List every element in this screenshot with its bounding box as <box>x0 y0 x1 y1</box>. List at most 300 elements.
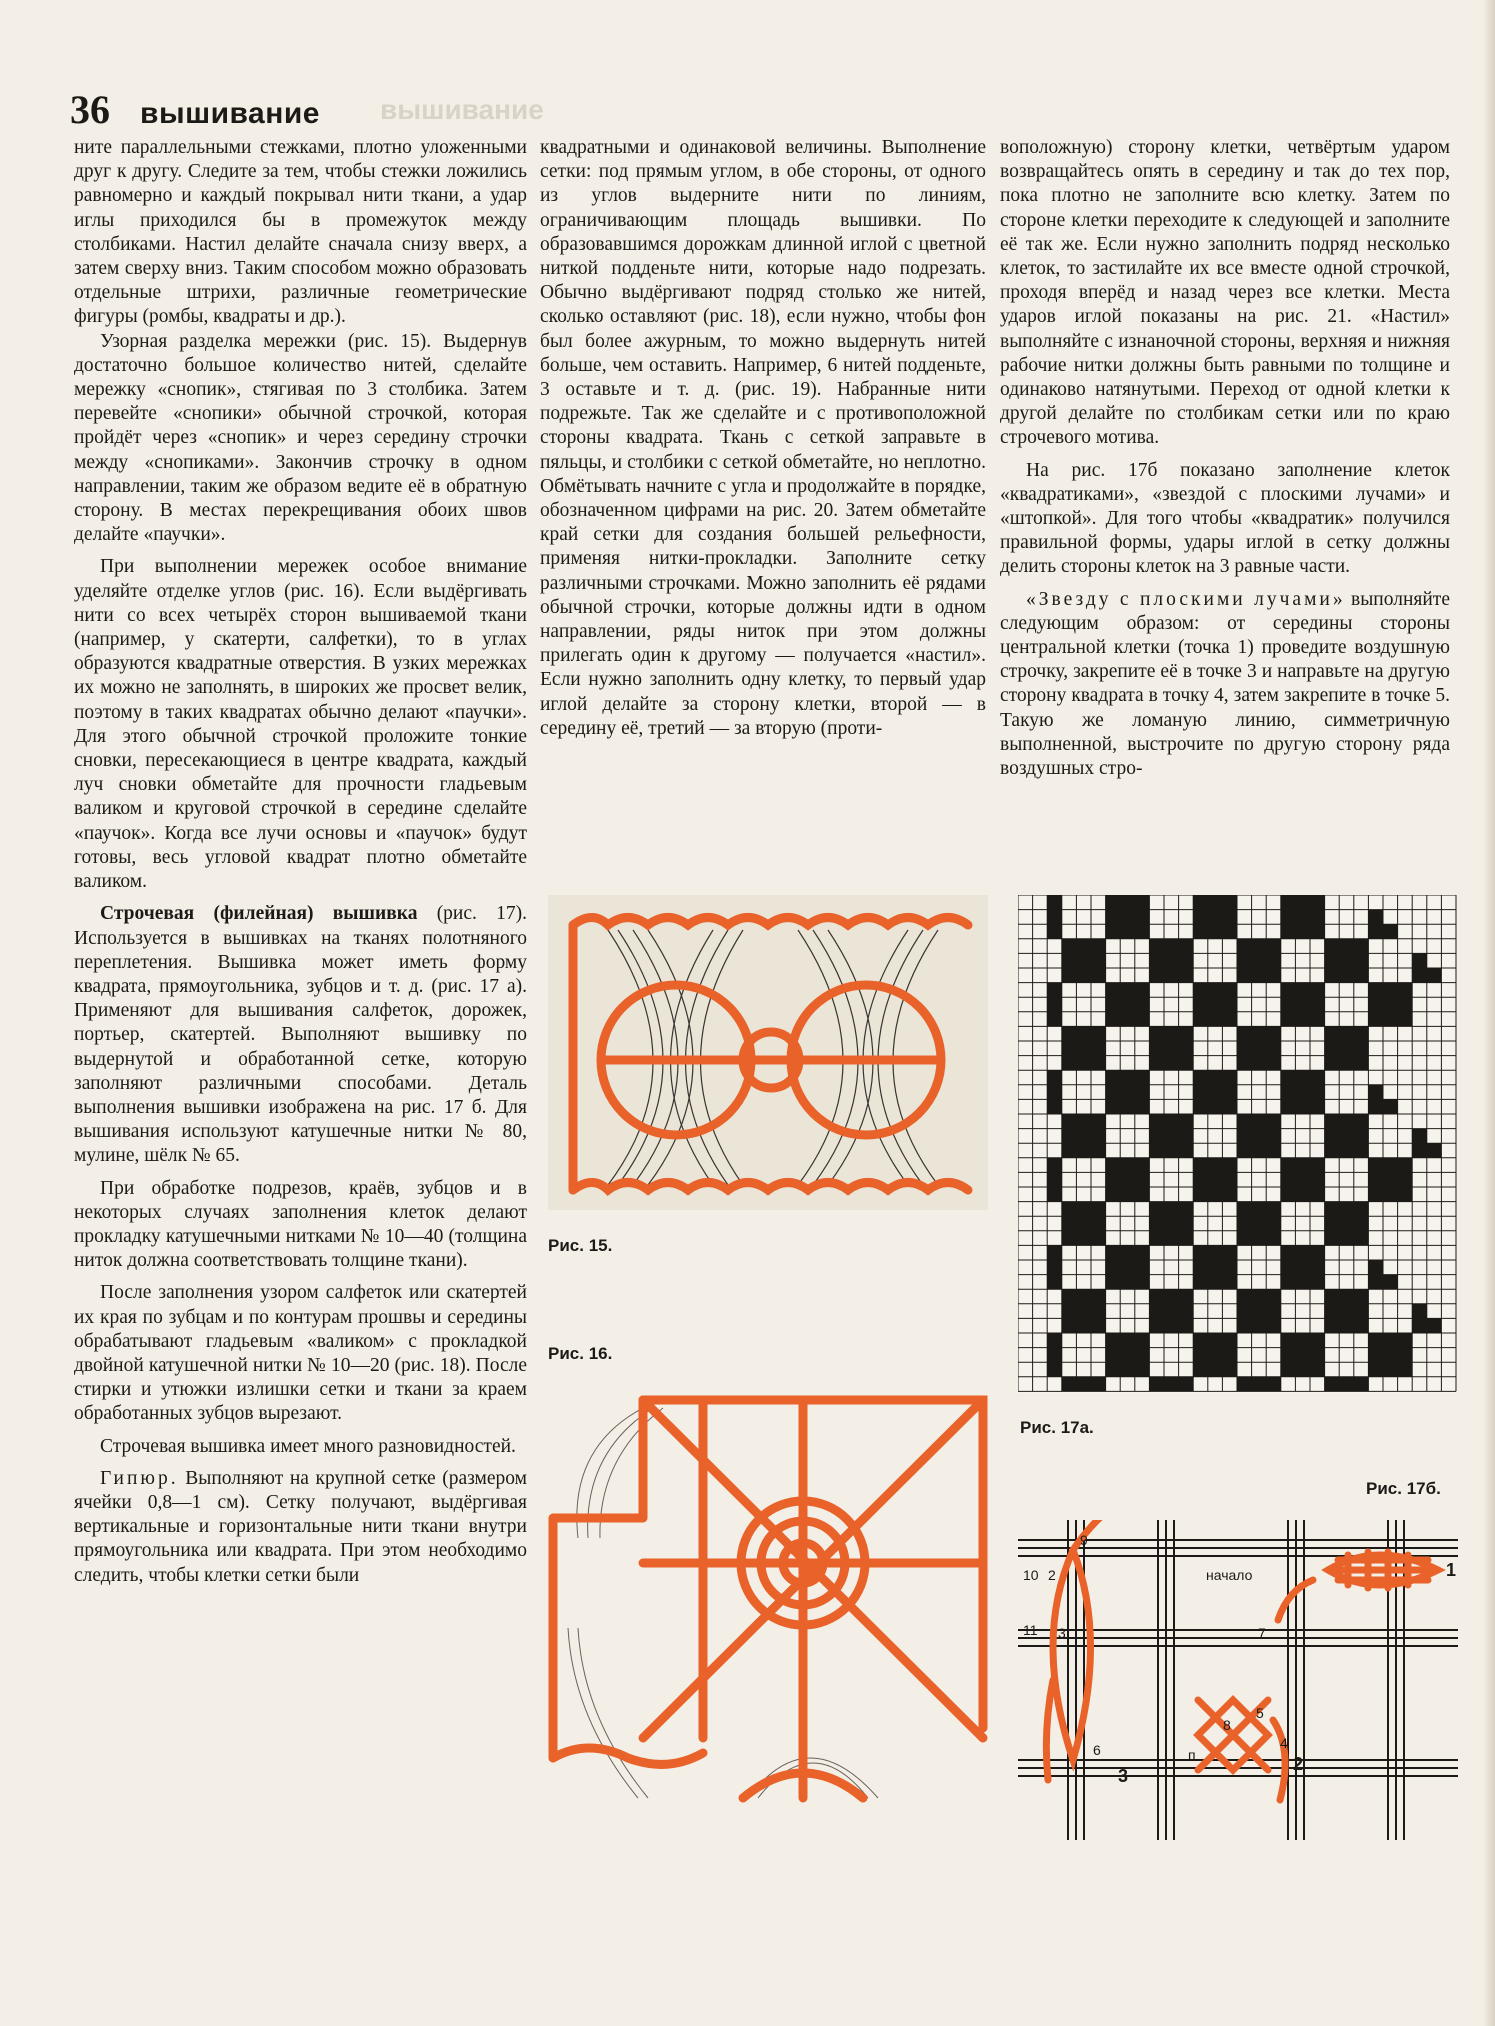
grid-cell-filled <box>1106 1012 1121 1027</box>
paragraph: На рис. 17б показано заполнение клеток «квадратиками», «звездой с плоскими лучами» и «штопкой». Для того чтобы «квадратик» получился правильной формы, удары иглой в сетку должны делить стороны клеток на 3 равные части. <box>1000 459 1450 578</box>
grid-cell-filled <box>1310 1275 1325 1290</box>
grid-cell-filled <box>1325 1026 1340 1041</box>
grid-cell-filled <box>1208 1099 1223 1114</box>
grid-cell-filled <box>1368 1172 1383 1187</box>
grid-cell-filled <box>1179 1289 1194 1304</box>
label-8: 8 <box>1223 1717 1231 1733</box>
grid-cell-filled <box>1076 1377 1091 1392</box>
grid-cell-filled <box>1135 1362 1150 1377</box>
grid-cell-filled <box>1179 1129 1194 1144</box>
page-header <box>70 86 320 133</box>
figure-16-illustration <box>548 1378 1003 1808</box>
grid-cell-filled <box>1091 1216 1106 1231</box>
grid-cell-filled <box>1062 1231 1077 1246</box>
grid-cell-filled <box>1047 997 1062 1012</box>
grid-cell-filled <box>1091 1143 1106 1158</box>
grid-cell-filled <box>1164 953 1179 968</box>
grid-cell-filled <box>1208 1172 1223 1187</box>
grid-cell-filled <box>1120 1362 1135 1377</box>
paragraph: «Звезду с плоскими лучами» выполняйте следующим образом: от середины стороны центральной клетки (точка 1) проведите воздушную строчку, закрепите её в точке 3 и направьте на другую сторону квадрата в точку 4, затем закрепите в точке 5. Такую же ломаную линию, симметричную выполненной, выстрочите по другую сторону ряда воздушных стро- <box>1000 588 1450 780</box>
label-3-small: 3 <box>1058 1625 1066 1641</box>
grid-cell-filled <box>1295 1172 1310 1187</box>
grid-cell-filled <box>1091 1318 1106 1333</box>
grid-cell-filled <box>1179 939 1194 954</box>
grid-cell-filled <box>1281 1085 1296 1100</box>
grid-cell-filled <box>1222 1362 1237 1377</box>
grid-cell-filled <box>1135 1085 1150 1100</box>
grid-cell-filled <box>1091 1041 1106 1056</box>
grid-cell-filled <box>1339 1114 1354 1129</box>
grid-cell-filled <box>1091 1129 1106 1144</box>
grid-cell-filled <box>1368 997 1383 1012</box>
grid-cell-filled <box>1383 1187 1398 1202</box>
grid-cell-filled <box>1164 939 1179 954</box>
grid-cell-filled <box>1193 910 1208 925</box>
label-6: 6 <box>1093 1742 1101 1758</box>
grid-cell-filled <box>1120 910 1135 925</box>
grid-cell-filled <box>1325 1377 1340 1392</box>
figure-16-caption: Рис. 16. <box>548 1344 613 1363</box>
grid-cell-filled <box>1164 1041 1179 1056</box>
grid-cell-filled <box>1047 983 1062 998</box>
grid-cell-filled <box>1295 1187 1310 1202</box>
grid-cell-filled <box>1062 1114 1077 1129</box>
grid-cell-filled <box>1076 1289 1091 1304</box>
grid-cell-filled <box>1106 983 1121 998</box>
grid-cell-filled <box>1208 1012 1223 1027</box>
grid-cell-filled <box>1325 1041 1340 1056</box>
grid-cell-filled <box>1120 1158 1135 1173</box>
grid-cell-filled <box>1252 1114 1267 1129</box>
grid-cell-filled <box>1237 1231 1252 1246</box>
grid-cell-filled <box>1193 997 1208 1012</box>
grid-cell-filled <box>1091 1056 1106 1071</box>
grid-cell-filled <box>1222 910 1237 925</box>
grid-cell-filled <box>1193 1099 1208 1114</box>
grid-cell-filled <box>1193 1012 1208 1027</box>
grid-cell-filled <box>1135 924 1150 939</box>
grid-cell-filled <box>1047 1260 1062 1275</box>
grid-cell-filled <box>1237 1304 1252 1319</box>
grid-cell-filled <box>1266 939 1281 954</box>
grid-cell-filled <box>1149 1318 1164 1333</box>
grid-cell-filled <box>1222 1187 1237 1202</box>
grid-cell-filled <box>1252 968 1267 983</box>
grid-cell-filled <box>1062 1026 1077 1041</box>
grid-cell-filled <box>1368 1333 1383 1348</box>
label-4: 4 <box>1280 1735 1288 1751</box>
grid-cell-filled <box>1295 1275 1310 1290</box>
label-3: 3 <box>1118 1766 1129 1786</box>
grid-cell-filled <box>1354 968 1369 983</box>
grid-cell-filled <box>1164 1231 1179 1246</box>
grid-cell-filled <box>1193 1362 1208 1377</box>
grid-cell-filled <box>1368 1187 1383 1202</box>
grid-cell-filled <box>1149 953 1164 968</box>
grid-cell-filled <box>1047 1333 1062 1348</box>
grid-cell-filled <box>1106 1085 1121 1100</box>
grid-cell-filled <box>1398 1012 1413 1027</box>
grid-cell-filled <box>1193 924 1208 939</box>
grid-cell-filled <box>1106 1172 1121 1187</box>
grid-cell-filled <box>1062 968 1077 983</box>
grid-cell-filled <box>1208 924 1223 939</box>
grid-cell-filled <box>1208 1275 1223 1290</box>
grid-cell-filled <box>1193 1333 1208 1348</box>
grid-cell-filled <box>1047 1070 1062 1085</box>
paragraph: Гипюр. Выполняют на крупной сетке (размером ячейки 0,8—1 см). Сетку получают, выдёргивая вертикальные и горизонтальные нити ткани внутри прямоугольника или квадрата. При этом необходимо следить, чтобы клетки сетки были <box>74 1467 527 1586</box>
grid-cell-filled <box>1076 1143 1091 1158</box>
grid-cell-filled <box>1164 1143 1179 1158</box>
grid-cell-filled <box>1325 1231 1340 1246</box>
grid-cell-filled <box>1398 1362 1413 1377</box>
show-through-heading: вышивание <box>380 94 544 125</box>
grid-cell-filled <box>1427 968 1442 983</box>
grid-cell-filled <box>1106 1187 1121 1202</box>
grid-cell-filled <box>1398 997 1413 1012</box>
figure-17b-illustration <box>1018 1520 1458 1840</box>
label-1: 1 <box>1446 1560 1457 1580</box>
grid-cell-filled <box>1062 1041 1077 1056</box>
section-title: вышивание <box>140 97 320 130</box>
grid-cell-filled <box>1281 983 1296 998</box>
grid-cell-filled <box>1368 1012 1383 1027</box>
grid-cell-filled <box>1398 1172 1413 1187</box>
grid-cell-filled <box>1325 1216 1340 1231</box>
page-number: 36 <box>70 87 110 132</box>
grid-cell-filled <box>1193 1070 1208 1085</box>
grid-cell-filled <box>1252 1231 1267 1246</box>
grid-cell-filled <box>1295 1260 1310 1275</box>
grid-cell-filled <box>1106 1275 1121 1290</box>
grid-cell-filled <box>1208 1348 1223 1363</box>
grid-cell-filled <box>1354 1231 1369 1246</box>
paragraph: Узорная разделка мережки (рис. 15). Выдернув достаточно большое количество нитей, сделайте мережку «снопик», стягивая по 3 столбика. Затем перевейте «снопики» обычной строчкой, которая пройдёт через «снопик» и через середину строчки между «снопиками». Закончив строчку в одном направлении, таким же образом ведите её в обратную сторону. В местах перекрещивания обоих швов делайте «паучки». <box>74 330 527 546</box>
grid-cell-filled <box>1281 895 1296 910</box>
grid-cell-filled <box>1120 1348 1135 1363</box>
grid-cell-filled <box>1149 939 1164 954</box>
grid-cell-filled <box>1339 1231 1354 1246</box>
grid-cell-filled <box>1368 1348 1383 1363</box>
grid-cell-filled <box>1222 1260 1237 1275</box>
grid-cell-filled <box>1339 968 1354 983</box>
grid-cell-filled <box>1354 1143 1369 1158</box>
grid-cell-filled <box>1222 1333 1237 1348</box>
grid-cell-filled <box>1106 1362 1121 1377</box>
grid-cell-filled <box>1120 1187 1135 1202</box>
grid-cell-filled <box>1047 1187 1062 1202</box>
label-5: 5 <box>1256 1705 1264 1721</box>
grid-cell-filled <box>1398 1158 1413 1173</box>
grid-cell-filled <box>1383 924 1398 939</box>
grid-cell-filled <box>1310 997 1325 1012</box>
grid-cell-filled <box>1208 1333 1223 1348</box>
grid-cell-filled <box>1310 1099 1325 1114</box>
grid-cell-filled <box>1135 1012 1150 1027</box>
grid-cell-filled <box>1208 1070 1223 1085</box>
grid-cell-filled <box>1325 1304 1340 1319</box>
grid-cell-filled <box>1047 1348 1062 1363</box>
grid-cell-filled <box>1237 953 1252 968</box>
grid-cell-filled <box>1383 1348 1398 1363</box>
grid-cell-filled <box>1252 1129 1267 1144</box>
grid-cell-filled <box>1310 910 1325 925</box>
grid-cell-filled <box>1295 1099 1310 1114</box>
label-9: 9 <box>1080 1532 1088 1548</box>
grid-cell-filled <box>1339 1289 1354 1304</box>
grid-cell-filled <box>1076 1231 1091 1246</box>
grid-cell-filled <box>1295 1012 1310 1027</box>
term-spaced: Гипюр. <box>100 1467 179 1489</box>
grid-cell-filled <box>1412 1143 1427 1158</box>
grid-cell-filled <box>1295 1362 1310 1377</box>
grid-cell-filled <box>1427 1143 1442 1158</box>
grid-cell-filled <box>1266 1289 1281 1304</box>
grid-cell-filled <box>1252 1143 1267 1158</box>
grid-cell-filled <box>1222 1012 1237 1027</box>
grid-cell-filled <box>1208 1085 1223 1100</box>
grid-cell-filled <box>1120 1245 1135 1260</box>
grid-cell-filled <box>1193 1260 1208 1275</box>
grid-cell-filled <box>1412 953 1427 968</box>
grid-cell-filled <box>1193 1245 1208 1260</box>
grid-cell-filled <box>1237 1202 1252 1217</box>
grid-cell-filled <box>1339 1216 1354 1231</box>
grid-cell-filled <box>1295 983 1310 998</box>
grid-cell-filled <box>1091 953 1106 968</box>
grid-cell-filled <box>1412 1304 1427 1319</box>
grid-cell-filled <box>1339 1056 1354 1071</box>
grid-cell-filled <box>1179 1304 1194 1319</box>
grid-cell-filled <box>1135 1333 1150 1348</box>
grid-cell-filled <box>1222 1348 1237 1363</box>
grid-cell-filled <box>1383 1012 1398 1027</box>
grid-cell-filled <box>1135 1348 1150 1363</box>
grid-cell-filled <box>1281 1172 1296 1187</box>
grid-cell-filled <box>1149 1216 1164 1231</box>
text-column-3 <box>1000 136 1450 781</box>
grid-cell-filled <box>1135 997 1150 1012</box>
grid-cell-filled <box>1398 1348 1413 1363</box>
grid-cell-filled <box>1339 1129 1354 1144</box>
grid-cell-filled <box>1222 1275 1237 1290</box>
grid-cell-filled <box>1237 1114 1252 1129</box>
grid-cell-filled <box>1135 1099 1150 1114</box>
grid-cell-filled <box>1281 997 1296 1012</box>
grid-cell-filled <box>1368 924 1383 939</box>
grid-cell-filled <box>1164 1304 1179 1319</box>
grid-cell-filled <box>1135 1172 1150 1187</box>
grid-cell-filled <box>1193 1348 1208 1363</box>
grid-cell-filled <box>1193 895 1208 910</box>
grid-cell-filled <box>1354 939 1369 954</box>
grid-cell-filled <box>1091 1114 1106 1129</box>
grid-cell-filled <box>1149 1377 1164 1392</box>
grid-cell-filled <box>1237 1041 1252 1056</box>
grid-cell-filled <box>1076 1202 1091 1217</box>
grid-cell-filled <box>1354 1216 1369 1231</box>
grid-cell-filled <box>1237 1129 1252 1144</box>
grid-cell-filled <box>1164 1318 1179 1333</box>
grid-cell-filled <box>1179 953 1194 968</box>
grid-cell-filled <box>1354 1289 1369 1304</box>
grid-cell-filled <box>1179 1056 1194 1071</box>
paragraph: воположную) сторону клетки, четвёртым ударом возвращайтесь опять в середину и так до тех пор, пока плотно не заполните всю клетку. Затем по стороне клетки переходите к следующей и заполните её так же. Если нужно заполнить подряд несколько клеток, то застилайте их все вместе одной строчкой, проходя вперёд и назад через все клетки. Места ударов иглой показаны на рис. 21. «Настил» выполняйте с изнаночной стороны, верхняя и нижняя рабочие нитки должны быть равными по толщине и одинаково натянутыми. Переход от одной клетки к другой делайте по столбикам сетки или по краю строчевого мотива. <box>1000 137 1450 449</box>
grid-cell-filled <box>1252 939 1267 954</box>
grid-cell-filled <box>1237 1143 1252 1158</box>
grid-cell-filled <box>1354 1318 1369 1333</box>
grid-cell-filled <box>1266 1318 1281 1333</box>
grid-cell-filled <box>1222 924 1237 939</box>
grid-cell-filled <box>1222 1099 1237 1114</box>
grid-cell-filled <box>1164 1114 1179 1129</box>
grid-cell-filled <box>1208 895 1223 910</box>
grid-cell-filled <box>1266 1202 1281 1217</box>
grid-cell-filled <box>1354 1056 1369 1071</box>
grid-cell-filled <box>1354 1114 1369 1129</box>
term-bold: Строчевая (филейная) вышивка <box>100 903 418 925</box>
grid-cell-filled <box>1252 1377 1267 1392</box>
grid-cell-filled <box>1164 1289 1179 1304</box>
grid-cell-filled <box>1368 1085 1383 1100</box>
grid-cell-filled <box>1047 1362 1062 1377</box>
grid-cell-filled <box>1062 1129 1077 1144</box>
grid-cell-filled <box>1149 1041 1164 1056</box>
paragraph: После заполнения узором салфеток или скатертей их края по зубцам и по контурам прошвы и середины обрабатывают гладьевым «валиком» с прокладкой двойной катушечной нитки № 10—20 (рис. 18). После стирки и утюжки излишки сетки и ткани за краем обработанных зубцов вырезают. <box>74 1282 527 1425</box>
grid-cell-filled <box>1368 1158 1383 1173</box>
grid-cell-filled <box>1281 1333 1296 1348</box>
grid-cell-filled <box>1339 939 1354 954</box>
grid-cell-filled <box>1062 1216 1077 1231</box>
grid-cell-filled <box>1106 1099 1121 1114</box>
grid-cell-filled <box>1047 1012 1062 1027</box>
term-spaced: «Звезду с плоскими лучами» <box>1026 588 1346 610</box>
grid-cell-filled <box>1047 1099 1062 1114</box>
grid-cell-filled <box>1383 1362 1398 1377</box>
grid-cell-filled <box>1310 924 1325 939</box>
grid-cell-filled <box>1354 1304 1369 1319</box>
grid-cell-filled <box>1310 1172 1325 1187</box>
grid-cell-filled <box>1339 1318 1354 1333</box>
grid-cell-filled <box>1076 953 1091 968</box>
grid-cell-filled <box>1164 1026 1179 1041</box>
grid-cell-filled <box>1266 1231 1281 1246</box>
grid-cell-filled <box>1120 983 1135 998</box>
grid-cell-filled <box>1266 1216 1281 1231</box>
grid-cell-filled <box>1076 1026 1091 1041</box>
grid-cell-filled <box>1047 924 1062 939</box>
grid-cell-filled <box>1383 997 1398 1012</box>
grid-cell-filled <box>1281 1260 1296 1275</box>
grid-cell-filled <box>1281 1070 1296 1085</box>
grid-cell-filled <box>1222 1245 1237 1260</box>
grid-cell-filled <box>1295 997 1310 1012</box>
grid-cell-filled <box>1368 1260 1383 1275</box>
grid-cell-filled <box>1266 968 1281 983</box>
grid-cell-filled <box>1383 1275 1398 1290</box>
grid-cell-filled <box>1368 1099 1383 1114</box>
grid-cell-filled <box>1252 953 1267 968</box>
grid-cell-filled <box>1179 1216 1194 1231</box>
grid-cell-filled <box>1179 1377 1194 1392</box>
grid-cell-filled <box>1164 1377 1179 1392</box>
page-edge-shadow <box>1483 0 1495 2026</box>
grid-cell-filled <box>1412 968 1427 983</box>
text-column-2 <box>540 136 986 741</box>
grid-cell-filled <box>1193 1158 1208 1173</box>
grid-cell-filled <box>1325 1202 1340 1217</box>
grid-cell-filled <box>1135 1187 1150 1202</box>
grid-cell-filled <box>1106 997 1121 1012</box>
grid-cell-filled <box>1252 1318 1267 1333</box>
grid-cell-filled <box>1106 1260 1121 1275</box>
grid-cell-filled <box>1062 1304 1077 1319</box>
grid-cell-filled <box>1135 910 1150 925</box>
grid-cell-filled <box>1062 1056 1077 1071</box>
grid-cell-filled <box>1106 910 1121 925</box>
grid-cell-filled <box>1208 1362 1223 1377</box>
grid-cell-filled <box>1295 1333 1310 1348</box>
grid-cell-filled <box>1208 1260 1223 1275</box>
grid-cell-filled <box>1179 1202 1194 1217</box>
figure-17a-grid-pattern <box>1018 895 1458 1393</box>
grid-cell-filled <box>1106 1333 1121 1348</box>
grid-cell-filled <box>1252 1216 1267 1231</box>
grid-cell-filled <box>1383 1099 1398 1114</box>
grid-cell-filled <box>1179 1041 1194 1056</box>
grid-cell-filled <box>1222 895 1237 910</box>
grid-cell-filled <box>1222 983 1237 998</box>
grid-cell-filled <box>1076 939 1091 954</box>
grid-cell-filled <box>1149 1026 1164 1041</box>
grid-cell-filled <box>1383 983 1398 998</box>
grid-cell-filled <box>1252 1202 1267 1217</box>
grid-cell-filled <box>1383 1172 1398 1187</box>
grid-cell-filled <box>1062 1377 1077 1392</box>
grid-cell-filled <box>1368 910 1383 925</box>
grid-cell-filled <box>1135 1245 1150 1260</box>
grid-cell-filled <box>1252 1041 1267 1056</box>
grid-cell-filled <box>1266 1304 1281 1319</box>
figure-15-caption: Рис. 15. <box>548 1236 613 1255</box>
grid-cell-filled <box>1295 1070 1310 1085</box>
grid-cell-filled <box>1339 1041 1354 1056</box>
grid-cell-filled <box>1266 1114 1281 1129</box>
label-2: 2 <box>1293 1754 1304 1774</box>
grid-cell-filled <box>1135 1158 1150 1173</box>
grid-cell-filled <box>1179 1026 1194 1041</box>
grid-cell-filled <box>1120 1085 1135 1100</box>
grid-cell-filled <box>1237 1377 1252 1392</box>
grid-cell-filled <box>1062 1202 1077 1217</box>
grid-cell-filled <box>1266 953 1281 968</box>
grid-cell-filled <box>1047 1085 1062 1100</box>
grid-cell-filled <box>1208 1187 1223 1202</box>
grid-cell-filled <box>1149 968 1164 983</box>
grid-cell-filled <box>1208 1245 1223 1260</box>
grid-cell-filled <box>1339 1143 1354 1158</box>
grid-cell-filled <box>1076 1129 1091 1144</box>
grid-cell-filled <box>1222 1158 1237 1173</box>
grid-cell-filled <box>1339 1377 1354 1392</box>
grid-cell-filled <box>1295 924 1310 939</box>
grid-cell-filled <box>1179 1318 1194 1333</box>
grid-cell-filled <box>1135 1260 1150 1275</box>
grid-cell-filled <box>1325 1318 1340 1333</box>
label-nachalo: начало <box>1206 1567 1253 1583</box>
grid-cell-filled <box>1091 1202 1106 1217</box>
grid-cell-filled <box>1354 1202 1369 1217</box>
